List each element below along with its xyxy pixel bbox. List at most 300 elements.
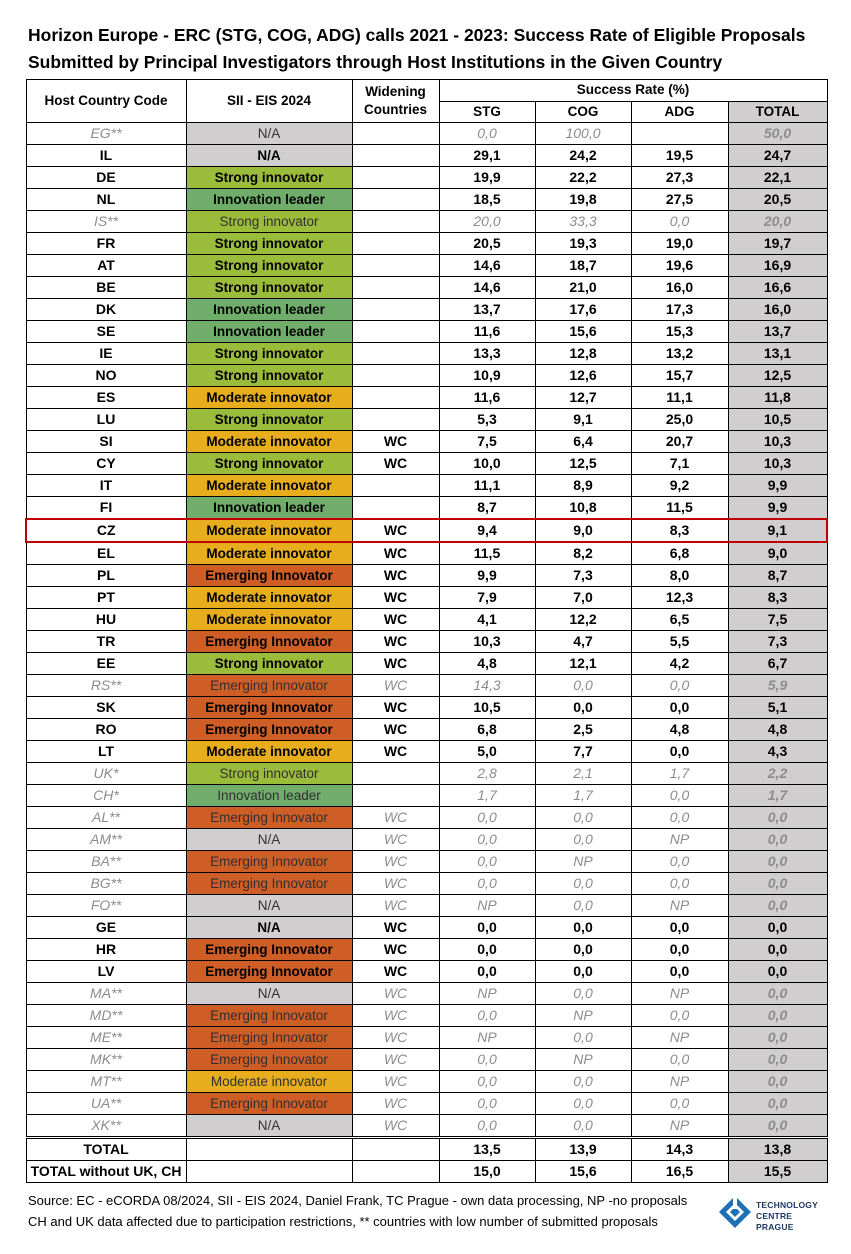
total-row: [26, 1161, 827, 1183]
cell-adg: NP: [631, 983, 728, 1005]
cell-total: 0,0: [728, 895, 827, 917]
header-stg: STG: [439, 101, 535, 123]
cell-sii-category: Moderate innovator: [186, 431, 352, 453]
cell-stg: 6,8: [439, 719, 535, 741]
cell-adg: 15,3: [631, 321, 728, 343]
cell-cog: 15,6: [535, 321, 631, 343]
cell-cog: 0,0: [535, 697, 631, 719]
cell-total: 0,0: [728, 1027, 827, 1049]
cell-country-code: AT: [26, 255, 186, 277]
cell-sii-category: N/A: [186, 145, 352, 167]
table-row: [26, 851, 827, 873]
table-row: [26, 409, 827, 431]
cell-country-code: FO**: [26, 895, 186, 917]
cell-total: 13,1: [728, 343, 827, 365]
cell-sii-category: Emerging Innovator: [186, 675, 352, 697]
table-row: [26, 167, 827, 189]
cell-total-label: TOTAL: [26, 1138, 186, 1161]
cell-cog: 33,3: [535, 211, 631, 233]
cell-country-code: MT**: [26, 1071, 186, 1093]
cell-adg: 0,0: [631, 1049, 728, 1071]
cell-adg: 4,8: [631, 719, 728, 741]
cell-stg: 11,1: [439, 475, 535, 497]
cell-widening: WC: [352, 675, 439, 697]
cell-cog: 2,5: [535, 719, 631, 741]
cell-cog: 0,0: [535, 1027, 631, 1049]
cell-widening: [352, 233, 439, 255]
cell-country-code: XK**: [26, 1115, 186, 1138]
header-sii-eis: SII - EIS 2024: [186, 80, 352, 123]
cell-country-code: ES: [26, 387, 186, 409]
table-row: [26, 763, 827, 785]
cell-empty: [352, 1161, 439, 1183]
cell-sii-category: Innovation leader: [186, 299, 352, 321]
cell-cog: 0,0: [535, 1093, 631, 1115]
cell-cog: 22,2: [535, 167, 631, 189]
cell-adg: 11,5: [631, 497, 728, 520]
cell-country-code: IE: [26, 343, 186, 365]
cell-widening: WC: [352, 939, 439, 961]
cell-stg: 10,3: [439, 631, 535, 653]
cell-country-code: SI: [26, 431, 186, 453]
cell-country-code: PL: [26, 565, 186, 587]
cell-total-label: TOTAL without UK, CH: [26, 1161, 186, 1183]
cell-adg: 13,2: [631, 343, 728, 365]
cell-cog: 7,0: [535, 587, 631, 609]
cell-stg: NP: [439, 983, 535, 1005]
cell-sii-category: N/A: [186, 1115, 352, 1138]
cell-widening: [352, 321, 439, 343]
cell-total: 0,0: [728, 1093, 827, 1115]
cell-widening: [352, 211, 439, 233]
cell-total: 0,0: [728, 807, 827, 829]
cell-cog: 12,1: [535, 653, 631, 675]
cell-sii-category: Emerging Innovator: [186, 631, 352, 653]
cell-adg: 0,0: [631, 1005, 728, 1027]
cell-sii-category: Innovation leader: [186, 785, 352, 807]
table-row: [26, 609, 827, 631]
table-row: [26, 189, 827, 211]
cell-sii-category: Emerging Innovator: [186, 807, 352, 829]
cell-sii-category: Emerging Innovator: [186, 1005, 352, 1027]
cell-sii-category: Strong innovator: [186, 277, 352, 299]
cell-adg: [631, 123, 728, 145]
cell-adg: 5,5: [631, 631, 728, 653]
cell-country-code: HR: [26, 939, 186, 961]
cell-total: 16,0: [728, 299, 827, 321]
cell-total: 0,0: [728, 1071, 827, 1093]
cell-total: 0,0: [728, 1005, 827, 1027]
cell-stg: 10,5: [439, 697, 535, 719]
cell-adg: 0,0: [631, 1093, 728, 1115]
table-row: [26, 631, 827, 653]
cell-stg: 9,9: [439, 565, 535, 587]
cell-widening: WC: [352, 873, 439, 895]
table-row: [26, 431, 827, 453]
title-line-2: Submitted by Principal Investigators through Host Institutions in the Given Country: [28, 52, 723, 72]
cell-cog: 18,7: [535, 255, 631, 277]
cell-widening: [352, 299, 439, 321]
cell-stg: 5,3: [439, 409, 535, 431]
cell-adg: 27,3: [631, 167, 728, 189]
cell-cog: 19,8: [535, 189, 631, 211]
cell-widening: WC: [352, 697, 439, 719]
cell-sii-category: N/A: [186, 983, 352, 1005]
source-footnote: [28, 1190, 687, 1232]
cell-total: 16,9: [728, 255, 827, 277]
cell-country-code: NL: [26, 189, 186, 211]
cell-total: 20,5: [728, 189, 827, 211]
cell-total: 5,9: [728, 675, 827, 697]
cell-total: 4,8: [728, 719, 827, 741]
cell-widening: WC: [352, 961, 439, 983]
cell-stg: 14,6: [439, 277, 535, 299]
cell-country-code: AL**: [26, 807, 186, 829]
cell-adg: 8,3: [631, 519, 728, 542]
cell-cog: 1,7: [535, 785, 631, 807]
cell-total: 22,1: [728, 167, 827, 189]
cell-country-code: CZ: [26, 519, 186, 542]
cell-total: 0,0: [728, 961, 827, 983]
table-row: [26, 697, 827, 719]
title-line-1: Horizon Europe - ERC (STG, COG, ADG) calls 2021 - 2023: Success Rate of Eligible Proposals: [28, 25, 806, 45]
cell-widening: [352, 365, 439, 387]
cell-sii-category: Emerging Innovator: [186, 851, 352, 873]
cell-country-code: AM**: [26, 829, 186, 851]
footnote-line-2: CH and UK data affected due to participation restrictions, ** countries with low number of submitted proposals: [28, 1214, 658, 1229]
cell-widening: [352, 343, 439, 365]
cell-cog: 12,8: [535, 343, 631, 365]
table-row: [26, 343, 827, 365]
cell-sii-category: N/A: [186, 917, 352, 939]
cell-widening: [352, 277, 439, 299]
cell-cog: 0,0: [535, 1115, 631, 1138]
cell-adg: 11,1: [631, 387, 728, 409]
cell-total: 16,6: [728, 277, 827, 299]
cell-adg: NP: [631, 1115, 728, 1138]
table-row: [26, 255, 827, 277]
cell-sii-category: Innovation leader: [186, 189, 352, 211]
cell-widening: WC: [352, 1071, 439, 1093]
cell-country-code: DE: [26, 167, 186, 189]
cell-total: 1,7: [728, 785, 827, 807]
cell-adg: 0,0: [631, 211, 728, 233]
cell-total: 0,0: [728, 873, 827, 895]
header-success-rate: Success Rate (%): [439, 80, 827, 102]
cell-widening: WC: [352, 807, 439, 829]
cell-cog: 0,0: [535, 1071, 631, 1093]
cell-total: 50,0: [728, 123, 827, 145]
table-row: [26, 939, 827, 961]
cell-stg: 18,5: [439, 189, 535, 211]
cell-adg: 0,0: [631, 939, 728, 961]
cell-sii-category: Moderate innovator: [186, 587, 352, 609]
cell-sii-category: Moderate innovator: [186, 1071, 352, 1093]
table-row: [26, 1115, 827, 1138]
cell-widening: [352, 785, 439, 807]
cell-sii-category: Emerging Innovator: [186, 1093, 352, 1115]
cell-country-code: MA**: [26, 983, 186, 1005]
cell-sii-category: Innovation leader: [186, 321, 352, 343]
cell-country-code: IL: [26, 145, 186, 167]
header-cog: COG: [535, 101, 631, 123]
page-title: [28, 22, 828, 76]
cell-widening: WC: [352, 917, 439, 939]
cell-widening: [352, 497, 439, 520]
table-row: [26, 365, 827, 387]
cell-country-code: EL: [26, 542, 186, 565]
cell-stg: 0,0: [439, 939, 535, 961]
cell-cog: 2,1: [535, 763, 631, 785]
cell-cog: 0,0: [535, 917, 631, 939]
cell-total: 8,7: [728, 565, 827, 587]
cell-total: 8,3: [728, 587, 827, 609]
cell-cog: 24,2: [535, 145, 631, 167]
table-row: [26, 1005, 827, 1027]
cell-sii-category: Strong innovator: [186, 233, 352, 255]
table-row: [26, 519, 827, 542]
cell-widening: WC: [352, 519, 439, 542]
cell-cog: 15,6: [535, 1161, 631, 1183]
cell-adg: 19,5: [631, 145, 728, 167]
cell-total: 9,9: [728, 475, 827, 497]
cell-total: 24,7: [728, 145, 827, 167]
cell-widening: [352, 145, 439, 167]
cell-sii-category: Emerging Innovator: [186, 565, 352, 587]
cell-widening: [352, 475, 439, 497]
table-body: [26, 123, 827, 1183]
cell-adg: 6,5: [631, 609, 728, 631]
cell-stg: 14,6: [439, 255, 535, 277]
cell-adg: 7,1: [631, 453, 728, 475]
cell-country-code: LU: [26, 409, 186, 431]
cell-sii-category: Emerging Innovator: [186, 939, 352, 961]
cell-adg: 19,0: [631, 233, 728, 255]
cell-sii-category: Emerging Innovator: [186, 961, 352, 983]
cell-country-code: TR: [26, 631, 186, 653]
cell-cog: 17,6: [535, 299, 631, 321]
cell-cog: 12,7: [535, 387, 631, 409]
cell-widening: WC: [352, 741, 439, 763]
cell-total: 4,3: [728, 741, 827, 763]
cell-country-code: MK**: [26, 1049, 186, 1071]
cell-widening: WC: [352, 653, 439, 675]
cell-total: 0,0: [728, 983, 827, 1005]
cell-adg: 0,0: [631, 873, 728, 895]
cell-stg: 0,0: [439, 873, 535, 895]
success-rate-table-container: [25, 79, 826, 1183]
cell-adg: 0,0: [631, 961, 728, 983]
cell-total: 12,5: [728, 365, 827, 387]
cell-country-code: MD**: [26, 1005, 186, 1027]
cell-stg: NP: [439, 895, 535, 917]
cell-sii-category: Strong innovator: [186, 453, 352, 475]
cell-total: 0,0: [728, 939, 827, 961]
cell-country-code: HU: [26, 609, 186, 631]
cell-adg: NP: [631, 895, 728, 917]
cell-cog: 12,5: [535, 453, 631, 475]
cell-total: 19,7: [728, 233, 827, 255]
cell-empty: [186, 1138, 352, 1161]
cell-country-code: DK: [26, 299, 186, 321]
cell-total: 0,0: [728, 917, 827, 939]
cell-widening: [352, 255, 439, 277]
table-row: [26, 653, 827, 675]
cell-country-code: UA**: [26, 1093, 186, 1115]
cell-sii-category: Emerging Innovator: [186, 1049, 352, 1071]
cell-adg: NP: [631, 829, 728, 851]
header-total: TOTAL: [728, 101, 827, 123]
cell-total: 10,3: [728, 431, 827, 453]
cell-cog: 7,7: [535, 741, 631, 763]
cell-stg: 0,0: [439, 123, 535, 145]
logo-text-line-1: TECHNOLOGY: [756, 1200, 818, 1210]
cell-sii-category: Strong innovator: [186, 653, 352, 675]
cell-stg: 14,3: [439, 675, 535, 697]
cell-stg: 11,6: [439, 321, 535, 343]
table-row: [26, 475, 827, 497]
cell-country-code: SE: [26, 321, 186, 343]
cell-total: 0,0: [728, 1115, 827, 1138]
cell-total: 10,5: [728, 409, 827, 431]
cell-country-code: FI: [26, 497, 186, 520]
cell-sii-category: Moderate innovator: [186, 542, 352, 565]
cell-cog: 9,1: [535, 409, 631, 431]
tc-prague-logo-icon: [718, 1195, 752, 1229]
cell-country-code: RO: [26, 719, 186, 741]
cell-cog: NP: [535, 1049, 631, 1071]
cell-total: 7,5: [728, 609, 827, 631]
cell-cog: 21,0: [535, 277, 631, 299]
cell-stg: NP: [439, 1027, 535, 1049]
cell-widening: [352, 123, 439, 145]
technology-centre-prague-logo: [718, 1193, 828, 1233]
cell-stg: 0,0: [439, 1115, 535, 1138]
cell-widening: WC: [352, 609, 439, 631]
cell-country-code: EG**: [26, 123, 186, 145]
logo-text-line-2: CENTRE PRAGUE: [756, 1211, 794, 1232]
cell-sii-category: N/A: [186, 829, 352, 851]
table-row: [26, 807, 827, 829]
cell-widening: WC: [352, 983, 439, 1005]
table-row: [26, 1049, 827, 1071]
cell-adg: 9,2: [631, 475, 728, 497]
cell-stg: 13,7: [439, 299, 535, 321]
cell-total: 0,0: [728, 829, 827, 851]
cell-sii-category: Emerging Innovator: [186, 697, 352, 719]
cell-total: 11,8: [728, 387, 827, 409]
cell-cog: 13,9: [535, 1138, 631, 1161]
cell-cog: 0,0: [535, 675, 631, 697]
cell-cog: 0,0: [535, 939, 631, 961]
table-row: [26, 497, 827, 520]
cell-stg: 7,5: [439, 431, 535, 453]
cell-stg: 9,4: [439, 519, 535, 542]
cell-stg: 13,5: [439, 1138, 535, 1161]
cell-sii-category: Strong innovator: [186, 763, 352, 785]
cell-stg: 0,0: [439, 1049, 535, 1071]
cell-adg: 27,5: [631, 189, 728, 211]
table-row: [26, 785, 827, 807]
cell-cog: 8,9: [535, 475, 631, 497]
cell-stg: 13,3: [439, 343, 535, 365]
cell-stg: 20,0: [439, 211, 535, 233]
cell-total: 9,1: [728, 519, 827, 542]
cell-sii-category: Strong innovator: [186, 409, 352, 431]
cell-stg: 5,0: [439, 741, 535, 763]
cell-empty: [186, 1161, 352, 1183]
cell-sii-category: Emerging Innovator: [186, 873, 352, 895]
cell-widening: WC: [352, 1115, 439, 1138]
cell-cog: 0,0: [535, 807, 631, 829]
table-row: [26, 277, 827, 299]
cell-cog: 0,0: [535, 983, 631, 1005]
table-row: [26, 453, 827, 475]
cell-adg: 16,5: [631, 1161, 728, 1183]
cell-adg: 16,0: [631, 277, 728, 299]
cell-stg: 0,0: [439, 829, 535, 851]
cell-widening: WC: [352, 431, 439, 453]
cell-widening: WC: [352, 1049, 439, 1071]
cell-adg: 0,0: [631, 675, 728, 697]
cell-total: 5,1: [728, 697, 827, 719]
cell-stg: 7,9: [439, 587, 535, 609]
cell-stg: 29,1: [439, 145, 535, 167]
cell-widening: WC: [352, 719, 439, 741]
cell-total: 6,7: [728, 653, 827, 675]
table-row: [26, 741, 827, 763]
table-row: [26, 983, 827, 1005]
cell-country-code: NO: [26, 365, 186, 387]
cell-country-code: BG**: [26, 873, 186, 895]
cell-adg: 0,0: [631, 851, 728, 873]
cell-country-code: IS**: [26, 211, 186, 233]
cell-cog: 6,4: [535, 431, 631, 453]
cell-adg: 14,3: [631, 1138, 728, 1161]
cell-adg: 4,2: [631, 653, 728, 675]
cell-widening: WC: [352, 851, 439, 873]
table-row: [26, 895, 827, 917]
cell-cog: 19,3: [535, 233, 631, 255]
cell-sii-category: Moderate innovator: [186, 387, 352, 409]
cell-adg: 0,0: [631, 807, 728, 829]
cell-adg: 0,0: [631, 785, 728, 807]
cell-total: 9,0: [728, 542, 827, 565]
table-row: [26, 1027, 827, 1049]
cell-adg: 0,0: [631, 741, 728, 763]
cell-stg: 0,0: [439, 851, 535, 873]
cell-sii-category: Strong innovator: [186, 167, 352, 189]
cell-stg: 2,8: [439, 763, 535, 785]
cell-country-code: CY: [26, 453, 186, 475]
cell-country-code: BE: [26, 277, 186, 299]
cell-widening: WC: [352, 1027, 439, 1049]
cell-widening: WC: [352, 631, 439, 653]
cell-sii-category: Innovation leader: [186, 497, 352, 520]
table-row: [26, 873, 827, 895]
table-row: [26, 961, 827, 983]
cell-sii-category: Emerging Innovator: [186, 719, 352, 741]
cell-country-code: ME**: [26, 1027, 186, 1049]
cell-cog: NP: [535, 1005, 631, 1027]
cell-stg: 0,0: [439, 961, 535, 983]
cell-total: 13,7: [728, 321, 827, 343]
cell-country-code: RS**: [26, 675, 186, 697]
cell-stg: 0,0: [439, 1071, 535, 1093]
cell-adg: NP: [631, 1071, 728, 1093]
cell-cog: 9,0: [535, 519, 631, 542]
cell-total: 7,3: [728, 631, 827, 653]
